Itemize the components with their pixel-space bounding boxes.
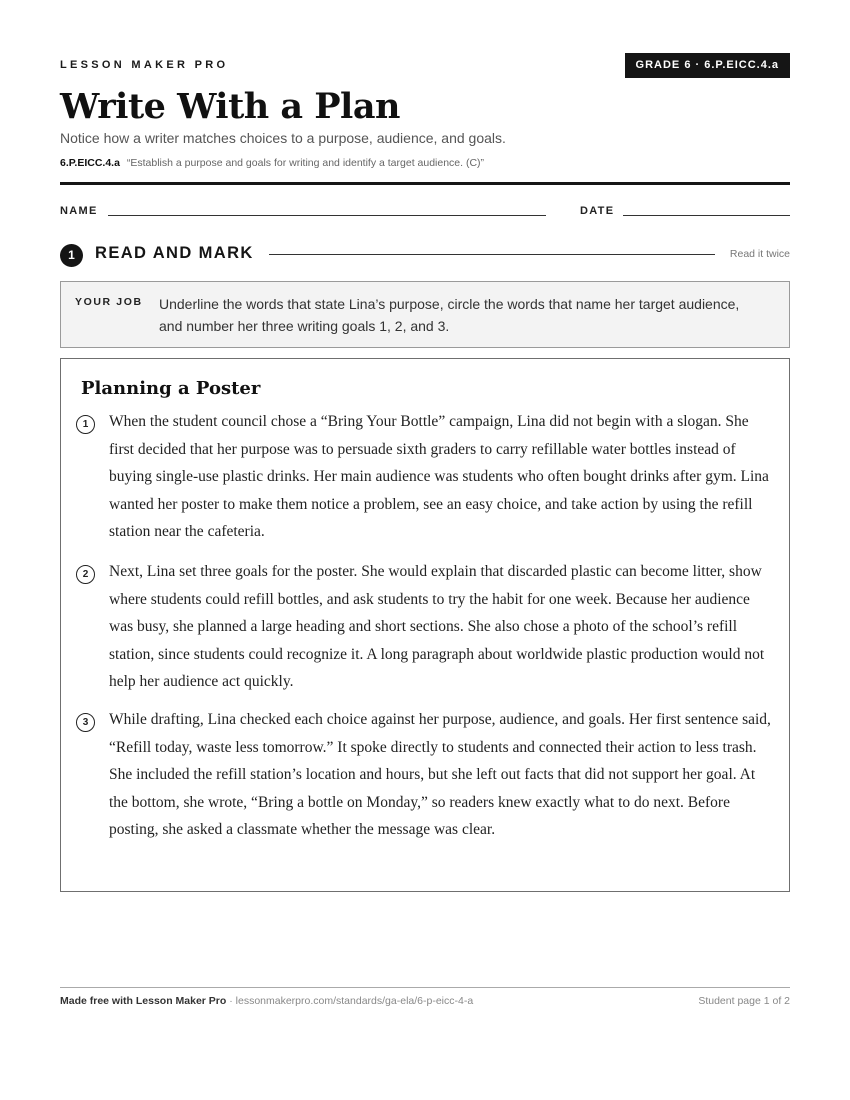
name-line[interactable]	[108, 215, 546, 216]
passage-title: Planning a Poster	[81, 378, 261, 399]
paragraph-number: 3	[76, 713, 95, 732]
job-instructions: Underline the words that state Lina’s purpose, circle the words that name her target audience, and number her three writing goals 1, 2, and 3.	[159, 296, 740, 334]
worksheet-page	[60, 0, 790, 1100]
section-number-badge: 1	[60, 244, 83, 267]
paragraph-number: 2	[76, 565, 95, 584]
standard-text: “Establish a purpose and goals for writing and identify a target audience. (C)”	[126, 157, 485, 169]
page-subtitle: Notice how a writer matches choices to a purpose, audience, and goals.	[60, 130, 506, 146]
section-title: READ AND MARK	[95, 244, 254, 262]
footer-divider	[60, 987, 790, 988]
standard-code: 6.P.EICC.4.a	[60, 157, 120, 169]
footer-made-with: Made free with Lesson Maker Pro	[60, 995, 227, 1007]
paragraph-text: Next, Lina set three goals for the poster. She would explain that discarded plastic can become litter, show where students could refill bottles, and ask students to try the habit for one week. Because her audience was busy, she planned a large heading and short sections. She also chose a photo of the school’s refill station, since students could recognize it. A long paragraph about worldwide plastic production would not help her audience act quickly.	[109, 563, 765, 690]
footer-credit	[60, 995, 473, 1007]
job-box	[60, 281, 790, 348]
paragraph-text: When the student council chose a “Bring Your Bottle” campaign, Lina did not begin with a slogan. She first decided that her purpose was to persuade sixth graders to carry refillable water bottles instead of buying single-use plastic drinks. Her main audience was students who often bought drinks after gym. Lina wanted her poster to make them notice a problem, see an easy choice, and take action by using the refill station near the cafeteria.	[109, 413, 769, 540]
standard-line	[60, 157, 484, 169]
date-label: DATE	[580, 205, 615, 217]
header-divider	[60, 182, 790, 185]
footer-page-number: Student page 1 of 2	[698, 995, 790, 1007]
job-label: YOUR JOB	[75, 296, 143, 308]
section-note: Read it twice	[729, 248, 790, 260]
brand-name: LESSON MAKER PRO	[60, 59, 229, 71]
footer-url[interactable]: · lessonmakerpro.com/standards/ga-ela/6-p-eicc-4-a	[229, 995, 474, 1007]
date-line[interactable]	[623, 215, 790, 216]
name-label: NAME	[60, 205, 98, 217]
page-title: Write With a Plan	[60, 86, 400, 127]
paragraph-text: While drafting, Lina checked each choice against her purpose, audience, and goals. Her first sentence said, “Refill today, waste less tomorrow.” It spoke directly to students and connected their action to less trash. She included the refill station’s location and hours, but she left out facts that did not support her goal. At the bottom, she wrote, “Bring a bottle on Monday,” so readers knew exactly what to do next. Before posting, she asked a classmate whether the message was clear.	[109, 711, 771, 838]
paragraph-number: 1	[76, 415, 95, 434]
passage-box	[60, 358, 790, 892]
grade-badge: GRADE 6 · 6.P.EICC.4.a	[625, 53, 790, 78]
section-rule	[269, 254, 715, 255]
section-header	[60, 242, 790, 266]
